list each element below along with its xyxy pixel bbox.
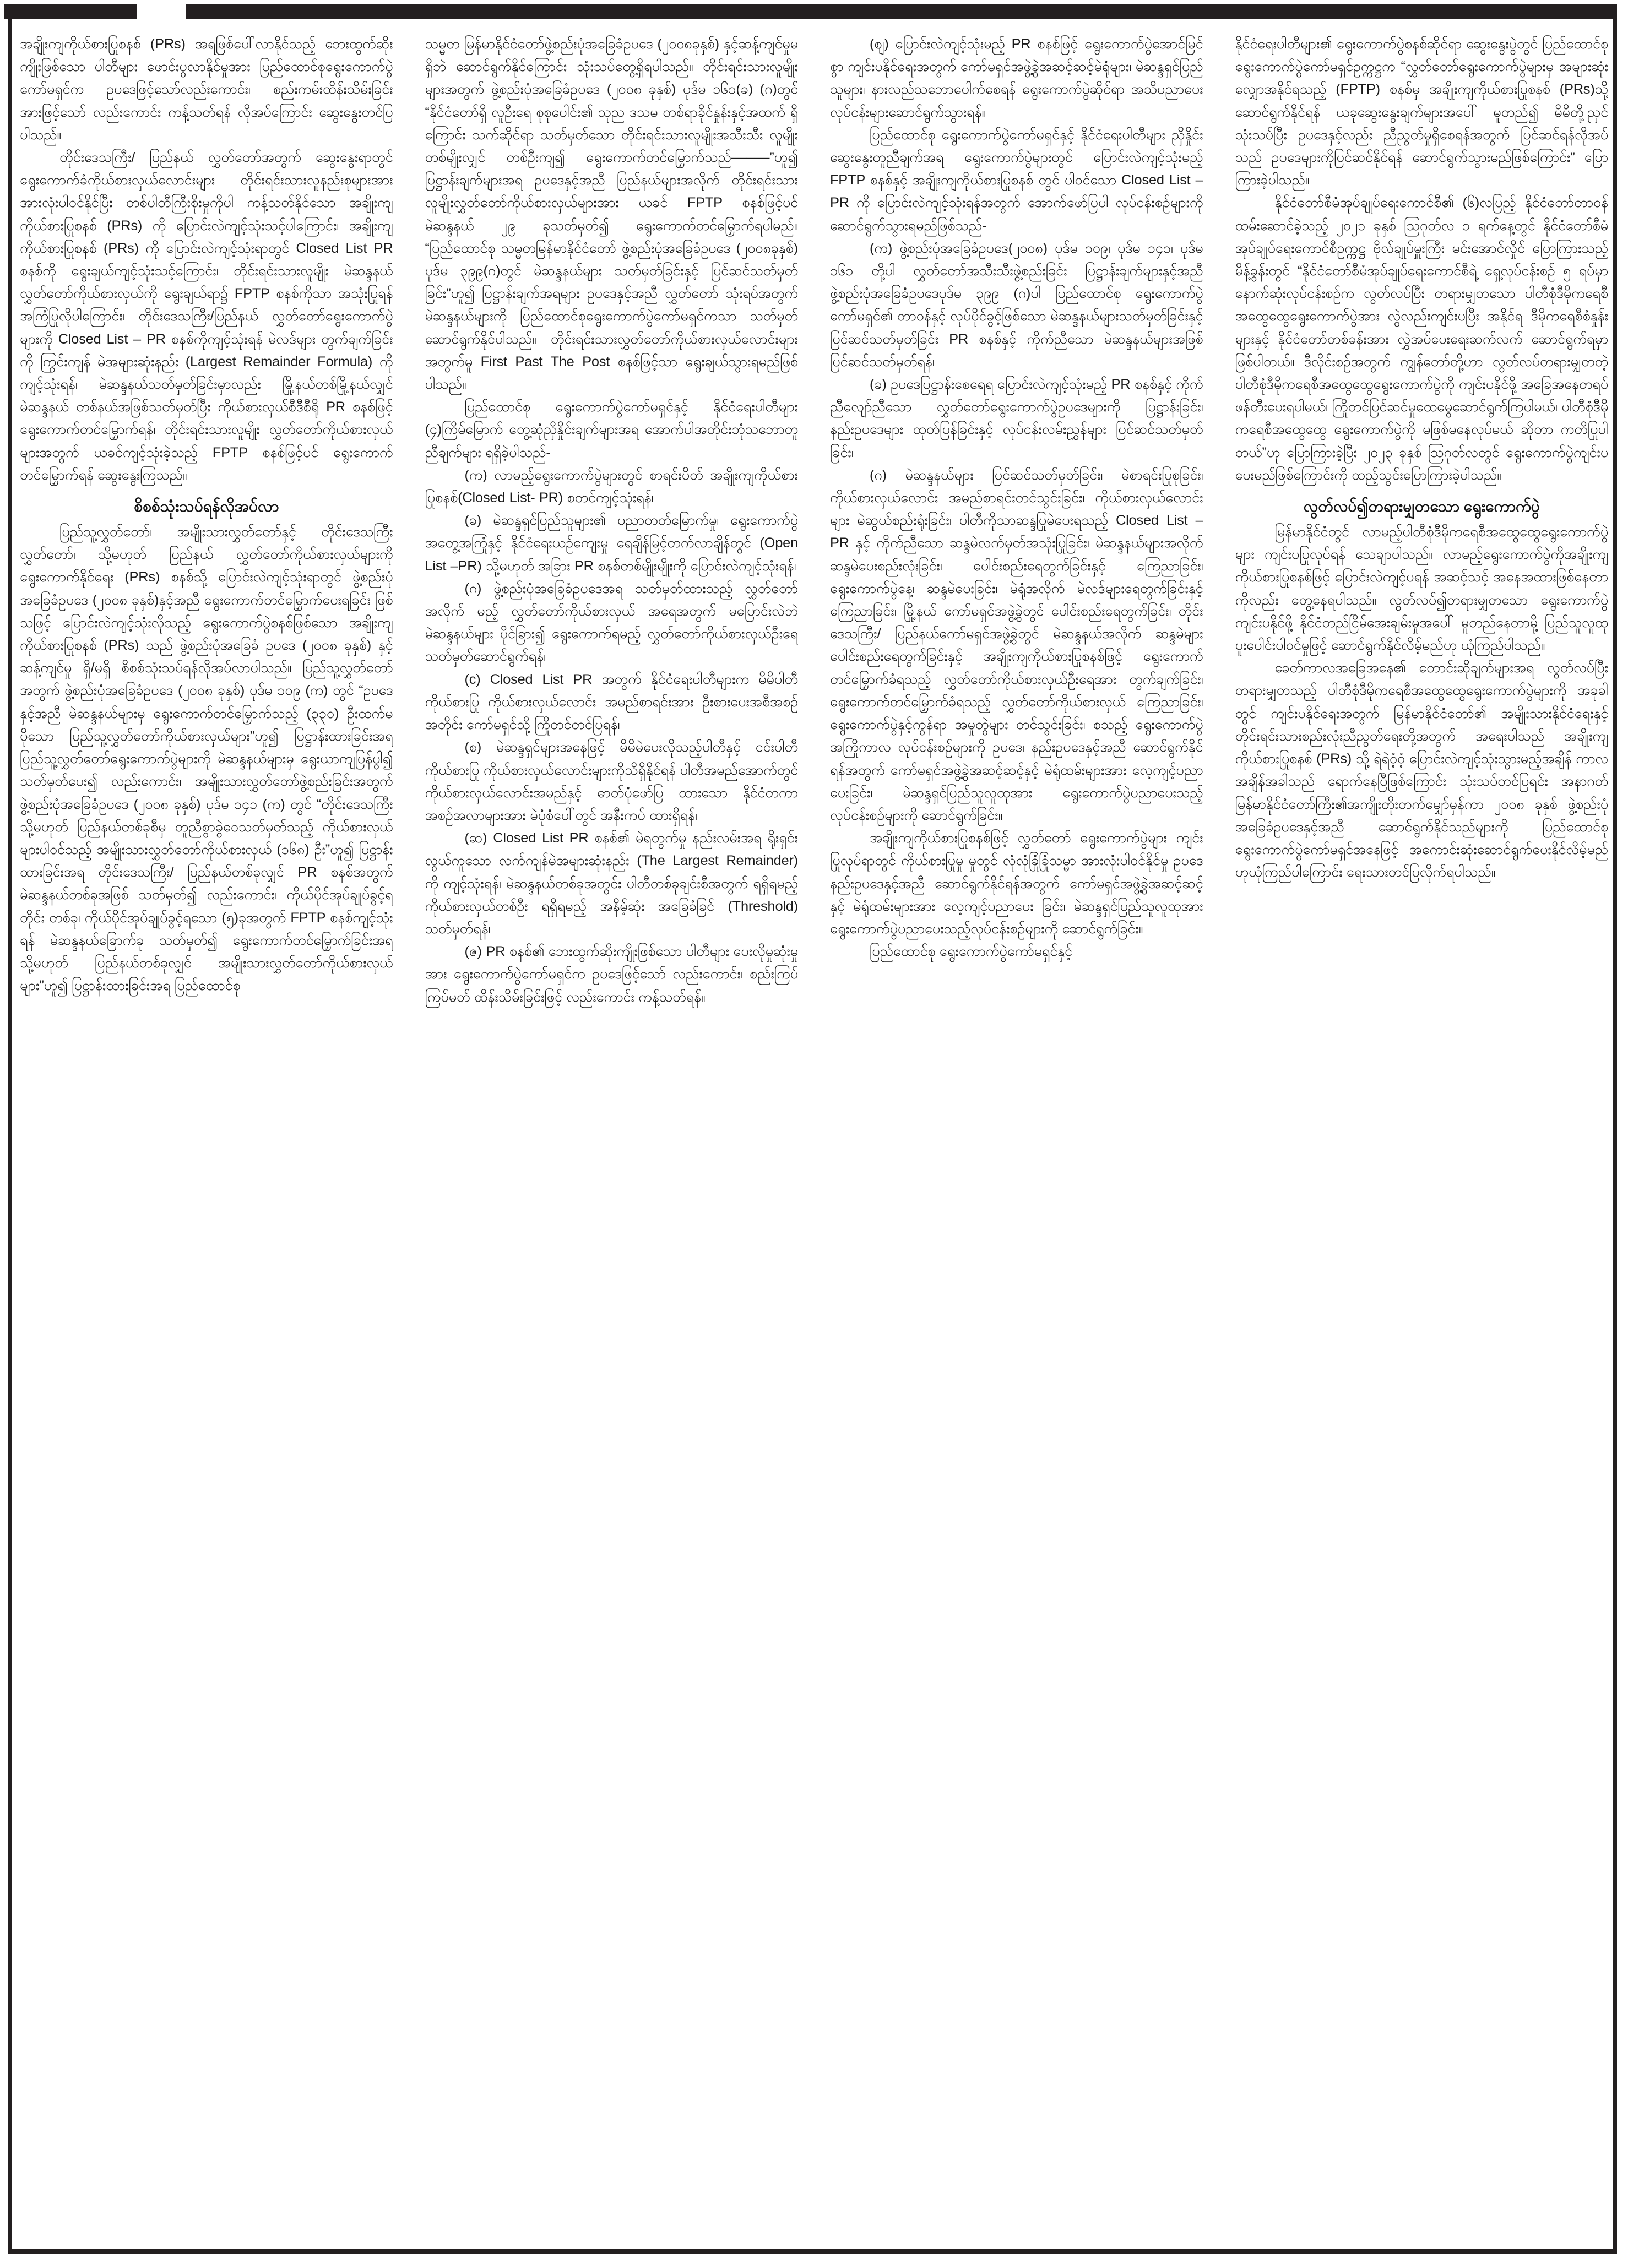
paragraph: ခေတ်ကာလအခြေအနေ၏ တောင်းဆိုချက်များအရ လွတ်လပ်ပြီးတရားမျှတသည့် ပါတီစုံဒီမိုကရေစီအထွေထွေရွေးကောက်ပွဲများကို အခုခါတွင် ကျင်းပနိုင်ရေးအတွက် မြန်မာနိုင်ငံတော်၏ အမျိုးသားနိုင်ငံရေးနှင့် တိုင်းရင်းသားစည်းလုံးညီညွတ်ရေးတို့အတွက် အရေးပါသည် အချိုးကျကိုယ်စားပြုစနစ် (PRs) သို့ ရဲရဲဝံ့ဝံ့ ပြောင်းလဲကျင့်သုံးသွားမည့်အချိန် ကာလအချိန်အခါသည် ရောက်နေပြီဖြစ်ကြောင်း သုံးသပ်တင်ပြရင်း အနာဂတ်မြန်မာနိုင်ငံတော်ကြီး၏အကျိုးတိုးတက်မျှော်မှန်ကာ ၂၀၀၈ ခုနှစ် ဖွဲ့စည်းပုံအခြေခံဥပဒေနှင့်အညီ ဆောင်ရွက်နိုင်သည်များကို ပြည်ထောင်စုရွေးကောက်ပွဲကော်မရှင်အနေဖြင့် အကောင်းဆုံးဆောင်ရွက်ပေးနိုင်လိမ့်မည်ဟုယုံကြည်ပါကြောင်း ရေးသားတင်ပြလိုက်ရပါသည်။	[1235, 660, 1608, 880]
list-item: (က) လာမည့်ရွေးကောက်ပွဲများတွင် စာရင်းပိတ် အချိုးကျကိုယ်စားပြုစနစ်(Closed List- PR) စတင်ကျင့်သုံးရန်၊	[425, 467, 798, 506]
list-item: (စျ) ပြောင်းလဲကျင့်သုံးမည့် PR စနစ်ဖြင့် ရွေးကောက်ပွဲအောင်မြင်စွာ ကျင်းပနိုင်ရေးအတွက် ကော်မရှင်အဖွဲ့ခွဲအဆင့်ဆင့်မဲရုံများ၊ မဲဆန္ဒရှင်ပြည်သူများ၊ နားလည်သဘောပေါက်စေရန် ရွေးကောက်ပွဲဆိုင်ရာ အသိပညာပေး လုပ်ငန်းများဆောင်ရွက်သွားရန်။	[830, 36, 1203, 120]
section-heading-1: စိစစ်သုံးသပ်ရန်လိုအပ်လာ	[134, 498, 279, 516]
paragraph: ပြည်ထောင်စု ရွေးကောက်ပွဲကော်မရှင်နှင့် နိုင်ငံရေးပါတီများ (၄)ကြိမ်မြောက် တွေ့ဆုံညှိနှိုင်းချက်များအရ အောက်ပါအတိုင်းဘုံသဘောတူညီချက်များ ရရှိခဲ့ပါသည်-	[425, 399, 798, 460]
list-item: (ဂ) ဖွဲ့စည်းပုံအခြေခံဥပဒေအရ သတ်မှတ်ထားသည့် လွှတ်တော်အလိုက် မည့် လွှတ်တော်ကိုယ်စားလှယ် အရေအတွက် မပြောင်းလဲဘဲ မဲဆန္ဒနယ်များ ပိုင်ခြား၍ ရွေးကောက်ရမည့် လွှတ်တော်ကိုယ်စားလှယ်ဦးရေ သတ်မှတ်ဆောင်ရွက်ရန်၊	[425, 580, 798, 665]
list-item: (ဇ) PR စနစ်၏ ဘေးထွက်ဆိုးကျိုးဖြစ်သော ပါတီများ ပေးလိုမှုဆုံးမှုအား ရွေးကောက်ပွဲကော်မရှင်က ဥပဒေဖြင့်သော် လည်းကောင်း၊ စည်းကြပ်ကြပ်မတ် ထိန်းသိမ်းခြင်းဖြင့် လည်းကောင်း ကန့်သတ်ရန်။	[425, 944, 798, 1005]
paragraph: သမ္မတ မြန်မာနိုင်ငံတော်ဖွဲ့စည်းပုံအခြေခံဥပဒေ (၂၀၀၈ခုနှစ်) နှင့်ဆန့်ကျင်မှုမရှိဘဲ ဆောင်ရွက်နိုင်ကြောင်း သုံးသပ်တွေ့ရှိရပါသည်။ တိုင်းရင်းသားလူမျိုးများအတွက် ဖွဲ့စည်းပုံအခြေခံဥပဒေ (၂၀၀၈ ခုနှစ်) ပုဒ်မ ၁၆၁(ခ) (ဂ)တွင် “နိုင်ငံတော်ရှိ လူဦးရေ စုစုပေါင်း၏ သုည ဒသမ တစ်ရာခိုင်နှုန်းနှင့်အထက် ရှိကြောင်း သက်ဆိုင်ရာ သတ်မှတ်သော တိုင်းရင်းသားလူမျိုးအသီးသီး လူမျိုးတစ်မျိုးလျှင် တစ်ဦးကျ၍ ရွေးကောက်တင်မြှောက်သည်–––––”ဟူ၍ ပြဋ္ဌာန်းချက်များအရ ဥပဒေနှင့်အညီ ပြည်နယ်များအလိုက် တိုင်းရင်းသား လူမျိုးလွှတ်တော်ကိုယ်စားလှယ်များအား ယခင် FPTP စနစ်ဖြင့်ပင် မဲဆန္ဒနယ် ၂၉ ခုသတ်မှတ်၍ ရွေးကောက်တင်မြှောက်ရပါမည်။ “ပြည်ထောင်စု သမ္မတမြန်မာနိုင်ငံတော် ဖွဲ့စည်းပုံအခြေခံဥပဒေ (၂၀၀၈ခုနှစ်) ပုဒ်မ ၃၉၉(ဂ)တွင် မဲဆန္ဒနယ်များ သတ်မှတ်ခြင်းနှင့် ပြင်ဆင်သတ်မှတ်ခြင်း”ဟူ၍ ပြဋ္ဌာန်းချက်အရများ ဥပဒေနှင့်အညီ လွှတ်တော် သုံးရပ်အတွက် မဲဆန္ဒနယ်များကို ပြည်ထောင်စုရွေးကောက်ပွဲကော်မရှင်ကသာ သတ်မှတ် ဆောင်ရွက်နိုင်ပါသည်။ တိုင်းရင်းသားလွှတ်တော်ကိုယ်စားလှယ်လောင်းများအတွက်မူ First Past The Post စနစ်ဖြင့်သာ ရွေးချယ်သွားရမည်ဖြစ်ပါသည်။	[425, 36, 798, 393]
section-heading-2: လွတ်လပ်၍တရားမျှတသော ရွေးကောက်ပွဲ	[1303, 498, 1540, 516]
article-columns	[20, 33, 1608, 2241]
article-column-3	[830, 33, 1203, 2241]
frame-top-bar	[186, 4, 1617, 19]
list-item: (ဆ) Closed List PR စနစ်၏ မဲရတွက်မှု နည်းလမ်းအရ ရိုးရှင်းလွယ်ကူသော လက်ကျန်မဲအများဆုံးနည်း (The Largest Remainder) ကို ကျင့်သုံးရန်၊ မဲဆန္ဒနယ်တစ်ခုအတွင်း ပါတီတစ်ခုချင်းစီအတွက် ရရှိရမည့် ကိုယ်စားလှယ်တစ်ဦး ရရှိရမည့် အနိမ့်ဆုံး အခြေခံခြင် (Threshold) သတ်မှတ်ရန်၊	[425, 830, 798, 937]
article-column-2	[425, 33, 799, 2241]
paragraph: ပြည်ထောင်စု ရွေးကောက်ပွဲကော်မရှင်နှင့်	[870, 944, 1072, 960]
paragraph: အချိုးကျကိုယ်စားပြုစနစ် (PRs) အရဖြစ်ပေါ်လာနိုင်သည့် ဘေးထွက်ဆိုးကျိုးဖြစ်သော ပါတီများ ဖောင်းပွလာနိုင်မှုအား ပြည်ထောင်စုရွေးကောက်ပွဲကော်မရှင်က ဥပဒေဖြင့်သော်လည်းကောင်း၊ စည်းကမ်းထိန်းသိမ်းခြင်းအားဖြင့်သော် လည်းကောင်း ကန့်သတ်ရန် လိုအပ်ကြောင်း ဆွေးနွေးတင်ပြပါသည်။	[20, 36, 393, 143]
list-item: (c) Closed List PR အတွက် နိုင်ငံရေးပါတီများက မိမိပါတီကိုယ်စားပြု ကိုယ်စားလှယ်လောင်း အမည်စာရင်းအား ဦးစားပေးအစီအစဉ်အတိုင်း ကော်မရှင်သို့ ကြိုတင်တင်ပြရန်၊	[425, 671, 798, 733]
frame-border-bottom	[8, 2249, 1617, 2254]
list-item: (စ) မဲဆန္ဒရှင်များအနေဖြင့် မိမိမဲပေးလိုသည့်ပါတီနှင့် ငင်းပါတီကိုယ်စားပြု ကိုယ်စားလှယ်လောင်းများကိုသိရှိနိုင်ရန် ပါတီအမည်အောက်တွင် ကိုယ်စားလှယ်လောင်းအမည်နှင့် ဓာတ်ပုံဖော်ပြ ထားသော နိုင်ငံတကာအစဉ်အလာများအား မဲပုံစံပေါ်တွင် အနီးကပ် ထားရှိရန်၊	[425, 739, 798, 823]
paragraph: အချိုးကျကိုယ်စားပြုစနစ်ဖြင့် လွှတ်တော် ရွေးကောက်ပွဲများ ကျင်းပြုလုပ်ရာတွင် ကိုယ်စားပြုမှု မှုတွင် လုံလုံခြုံခြုံသမ္မာ အားလုံးပါဝင်နိုင်မှု ဥပဒေ နည်းဥပဒေနှင့်အညီ ဆောင်ရွက်နိုင်ရန်အတွက် ကော်မရှင်အဖွဲ့ခွဲအဆင့်ဆင့်နှင့် မဲရုံထမ်းများအား လေ့ကျင့်ပညာပေး ခြင်း၊ မဲဆန္ဒရှင်ပြည်သူလူထုအား ရွေးကောက်ပွဲပညာပေးသည့်လုပ်ငန်းစဉ်များကို ဆောင်ရွက်ခြင်း။	[830, 830, 1203, 937]
list-item: (ခ) ဥပဒေပြဋ္ဌာန်းစေရေရ ပြောင်းလဲကျင့်သုံးမည့် PR စနစ်နှင့် ကိုက်ညီလျော်ညီသော လွှတ်တော်ရွေးကောက်ပွဲဥပဒေများကို ပြဋ္ဌာန်းခြင်း၊ နည်းဥပဒေများ ထုတ်ပြန်ခြင်းနှင့် လုပ်ငန်းလမ်းညွှန်များ ပြင်ဆင်သတ်မှတ်ခြင်း၊	[830, 377, 1203, 460]
paragraph: မြန်မာနိုင်ငံတွင် လာမည့်ပါတီစုံဒီမိုကရေစီအထွေထွေရွေးကောက်ပွဲများ ကျင်းပပြုလုပ်ရန် သေချာပါသည်။ လာမည့်ရွေးကောက်ပွဲကိုအချိုးကျကိုယ်စားပြုစနစ်ဖြင့် ပြောင်းလဲကျင့်ပရန် အဆင့်သင့် အနေအထားဖြစ်နေတာကိုလည်း တွေ့နေရပါသည်။ လွတ်လပ်၍တရားမျှတသော ရွေးကောက်ပွဲ ကျင်းပနိုင်ဖို့ နိုင်ငံတည်ငြိမ်အေးချမ်းမှုအပေါ် မူတည်နေတာမို့ ပြည်သူလူထု ပူးပေါင်းပါဝင်မှုဖြင့် ဆောင်ရွက်နိုင်လိမ့်မည်ဟု ယုံကြည်ပါသည်။	[1235, 524, 1608, 654]
frame-corner-bar-left	[4, 4, 137, 19]
list-item: (ခ) မဲဆန္ဒရှင်ပြည်သူများ၏ ပညာတတ်မြောက်မှု၊ ရွေးကောက်ပွဲအတွေ့အကြုံနှင့် နိုင်ငံရေးယဉ်ကျေးမှု ရေချိန်မြင့်တက်လာချိန်တွင် (Open List –PR) သို့မဟုတ် အခြား PR စနစ်တစ်မျိုးမျိုးကို ပြောင်းလဲကျင့်သုံးရန်၊	[425, 513, 798, 574]
paragraph: ပြည်သူ့လွှတ်တော်၊ အမျိုးသားလွှတ်တော်နှင့် တိုင်းဒေသကြီးလွှတ်တော်၊ သို့မဟုတ် ပြည်နယ် လွှတ်တော်ကိုယ်စားလှယ်များကို ရွေးကောက်နိုင်ရေး (PRs) စနစ်သို့ ပြောင်းလဲကျင့်သုံးရာတွင် ဖွဲ့စည်းပုံအခြေခံဥပဒေ (၂၀၀၈ ခုနှစ်)နှင့်အညီ ရွေးကောက်တင်မြှောက်ပေးရခြင်း ဖြစ်သဖြင့် ပြောင်းလဲကျင့်သုံးလိုသည့် ရွေးကောက်ပွဲစနစ်ဖြစ်သော အချိုးကျကိုယ်စားပြုစနစ် (PRs) သည် ဖွဲ့စည်းပုံအခြေခံ ဥပဒေ (၂၀၀၈ ခုနှစ်) နှင့်ဆန့်ကျင်မှု ရှိ/မရှိ စိစစ်သုံးသပ်ရန်လိုအပ်လာပါသည်။ ပြည်သူ့လွှတ်တော်အတွက် ဖွဲ့စည်းပုံအခြေခံဥပဒေ (၂၀၀၈ ခုနှစ်) ပုဒ်မ ၁၀၉ (က) တွင် “ဥပဒေနှင့်အညီ မဲဆန္ဒနယ်များမှ ရွေးကောက်တင်မြှောက်သည့် (၃၃၀) ဦးထက်မပိုသော ပြည်သူ့လွှတ်တော်ကိုယ်စားလှယ်များ”ဟူ၍ ပြဋ္ဌာန်းထားခြင်းအရ ပြည်သူ့လွှတ်တော်ရွေးကောက်ပွဲများကို မဲဆန္ဒနယ်များမှ ရွေးယာကျပြန်ပွါ၍ သတ်မှတ်ပေး၍ လည်းကောင်း၊ အမျိုးသားလွှတ်တော်ဖွဲ့စည်းခြင်းအတွက် ဖွဲ့စည်းပုံအခြေခံဥပဒေ (၂၀၀၈ ခုနှစ်) ပုဒ်မ ၁၄၁ (က) တွင် “တိုင်းဒေသကြီး သို့မဟုတ် ပြည်နယ်တစ်ခုစီမှ တူညီစွာခွဲဝေသတ်မှတ်သည့် ကိုယ်စားလှယ်များပါဝင်သည့် အမျိုးသားလွှတ်တော်ကိုယ်စားလှယ် (၁၆၈) ဦး”ဟူ၍ ပြဋ္ဌာန်းထားခြင်းအရ တိုင်းဒေသကြီး/ ပြည်နယ်တစ်ခုလျှင် PR စနစ်အတွက် မဲဆန္ဒနယ်တစ်ခုအဖြစ် သတ်မှတ်၍ လည်းကောင်း၊ ကိုယ်ပိုင်အုပ်ချုပ်ခွင့်ရတိုင်း တစ်ခု၊ ကိုယ်ပိုင်အုပ်ချုပ်ခွင့်ရသော (၅)ခုအတွက် FPTP စနစ်ကျင့်သုံးရန် မဲဆန္ဒနယ်ခြောက်ခု သတ်မှတ်၍ ရွေးကောက်တင်မြှောက်ခြင်းအရ သို့မဟုတ် ပြည်နယ်တစ်ခုလျှင် အမျိုးသားလွှတ်တော်ကိုယ်စားလှယ်များ”ဟူ၍ ပြဋ္ဌာန်းထားခြင်းအရ ပြည်ထောင်စု	[20, 524, 393, 994]
list-item: (က) ဖွဲ့စည်းပုံအခြေခံဥပဒေ(၂၀၀၈) ပုဒ်မ ၁၀၉၊ ပုဒ်မ ၁၄၁၊ ပုဒ်မ ၁၆၁ တို့ပါ လွှတ်တော်အသီးသီးဖွဲ့စည်းခြင်း ပြဋ္ဌာန်းချက်များနှင့်အညီ ဖွဲ့စည်းပုံအခြေခံဥပဒေပုဒ်မ ၃၉၉ (ဂ)ပါ ပြည်ထောင်စု ရွေးကောက်ပွဲကော်မရှင်၏ တာဝန်နှင့် လုပ်ပိုင်ခွင့်ဖြစ်သော မဲဆန္ဒနယ်များသတ်မှတ်ခြင်းနှင့် ပြင်ဆင်သတ်မှတ်ခြင်း PR စနစ်နှင့် ကိုက်ညီသော မဲဆန္ဒနယ်များအဖြစ် ပြင်ဆင်သတ်မှတ်ရန်၊	[830, 240, 1203, 369]
paragraph: နိုင်ငံတော်စီမံအုပ်ချုပ်ရေးကောင်စီ၏ (၆)လပြည့် နိုင်ငံတော်တာဝန်ထမ်းဆောင်ခဲ့သည့် ၂၀၂၁ ခုနှစ် ဩဂုတ်လ ၁ ရက်နေ့တွင် နိုင်ငံတော်စီမံ အုပ်ချုပ်ရေးကောင်စီဥက္ကဋ္ဌ ဗိုလ်ချုပ်မှူးကြီး မင်းအောင်လှိုင် ပြောကြားသည့်မိန့်ခွန်းတွင် “နိုင်ငံတော်စီမံအုပ်ချုပ်ရေးကောင်စီရဲ့ ရှေ့လုပ်ငန်းစဉ် ၅ ရပ်မှာ နောက်ဆုံးလုပ်ငန်းစဉ်က လွတ်လပ်ပြီး တရားမျှတသော ပါတီစုံဒီမိုကရေစီအထွေထွေရွေးကောက်ပွဲအား လွဲလည်းကျင်းပပြီး အနိုင်ရ ဒီမိုကရေစီစံနှုန်းများနှင့် နိုင်ငံတော်တစ်ခန်းအား လွှဲအပ်ပေးရေးဆက်လက် ဆောင်ရွက်ရမှာဖြစ်ပါတယ်။ ဒီလိုင်းစဉ်အတွက် ကျွန်တော်တို့ဟာ လွတ်လပ်တရားမျှတတဲ့ ပါတီစုံဒီမိုကရေစီအထွေထွေရွေးကောက်ပွဲကို ကျင်းပနိုင်ဖို့ အခြေအနေတရပ် ဖန်တီးပေးရပါမယ်၊ ကြိုတင်ပြင်ဆင်မှုထေမွေဆောင်ရွက်ကြပါမယ်၊ ပါတီစုံဒီမိုကရေစီအထွေထွေ ရွေးကောက်ပွဲကို မဖြစ်မနေလုပ်မယ် ဆိုတာ ကတိပြုပါတယ်”ဟု ပြောကြားခဲ့ပြီး ၂၀၂၃ ခုနှစ် ဩဂုတ်လတွင် ရွေးကောက်ပွဲကျင်းပပေးမည်ဖြစ်ကြောင်းကို ထည့်သွင်းပြောကြားခဲ့ပါသည်။	[1235, 195, 1608, 483]
article-column-1	[20, 33, 393, 2241]
paragraph: နိုင်ငံရေးပါတီများ၏ ရွေးကောက်ပွဲစနစ်ဆိုင်ရာ ဆွေးနွေးပွဲတွင် ပြည်ထောင်စုရွေးကောက်ပွဲကော်မရှင်ဥက္ကဋ္ဌက “လွှတ်တော်ရွေးကောက်ပွဲများမှ အများဆုံးလျှောအနိုင်ရသည့် (FPTP) စနစ်မှ အချိုးကျကိုယ်စားပြုစနစ် (PRs)သို့ ဆောင်ရွက်နိုင်ရန် ယခုဆွေးနွေးချက်များအပေါ် မူတည်၍ မိမိတို့ညှင်သုံးသပ်ပြီး ဥပဒေနှင့်လည်း ညီညွတ်မှုရှိစေရန်အတွက် ပြင်ဆင်ရန်လိုအပ်သည် ဥပဒေများကိုပြင်ဆင်နိုင်ရန် ဆောင်ရွက်သွားမည်ဖြစ်ကြောင်း” ပြောကြားခဲ့ပါသည်။	[1235, 36, 1608, 188]
frame-border-left	[8, 12, 12, 2253]
paragraph: ပြည်ထောင်စု ရွေးကောက်ပွဲကော်မရှင်နှင့် နိုင်ငံရေးပါတီများ ညှိနှိုင်းဆွေးနွေးတူညီချက်အရ ရွေးကောက်ပွဲများတွင် ပြောင်းလဲကျင့်သုံးမည့် FPTP စနစ်နှင့် အချိုးကျကိုယ်စားပြုစနစ် တွင် ပါဝင်သော Closed List – PR ကို ပြောင်းလဲကျင့်သုံးရန်အတွက် အောက်ဖော်ပြပါ လုပ်ငန်းစဉ်များကို ဆောင်ရွက်သွားရမည်ဖြစ်သည်-	[830, 127, 1203, 233]
frame-border-right	[1613, 12, 1617, 2253]
list-item: (ဂ) မဲဆန္ဒနယ်များ ပြင်ဆင်သတ်မှတ်ခြင်း၊ မဲစာရင်းပြုစုခြင်း၊ ကိုယ်စားလှယ်လောင်း အမည်စာရင်းတင်သွင်းခြင်း၊ ကိုယ်စားလှယ်လောင်းများ မဲဆွယ်စည်းရုံးခြင်း၊ ပါတီကိုသာဆန္ဒပြုမဲပေးရသည့် Closed List – PR နှင့် ကိုက်ညီသော ဆန္ဒမဲလက်မှတ်အသုံးပြုခြင်း၊ မဲဆန္ဒနယ်များအလိုက် ဆန္ဒမဲပေးစည်းလုံးခြင်း၊ ပေါင်းစည်းရေတွက်ခြင်းနှင့် ကြေညာခြင်း၊ ရွေးကောက်ပွဲနေ့၊ ဆန္ဒမဲပေးခြင်း၊ မဲရုံအလိုက် မဲလဒ်များရေတွက်ခြင်းနှင့် ကြေညာခြင်း၊ မြို့နယ် ကော်မရှင်အဖွဲ့ခွဲတွင် ပေါင်းစည်းရေတွက်ခြင်း၊ တိုင်းဒေသကြီး/ ပြည်နယ်ကော်မရှင်အဖွဲ့ခွဲတွင် မဲဆန္ဒနယ်အလိုက် ဆန္ဒမဲများပေါင်းစည်းရေတွက်ခြင်းနှင့် အချိုးကျကိုယ်စားပြုစနစ်ဖြင့် ရွေးကောက်တင်မြှောက်ခံရသည့် လွှတ်တော်ကိုယ်စားလှယ်ဦးရေအား တွက်ချက်ခြင်း၊ ရွေးကောက်တင်မြှောက်ခံရသည့် လွှတ်တော်ကိုယ်စားလှယ် ကြေညာခြင်း၊ ရွေးကောက်ပွဲနှင့်ကွန်ရာ အမှုတွဲများ တင်သွင်းခြင်း၊ စသည့် ရွေးကောက်ပွဲအကြိုကာလ လုပ်ငန်းစဉ်များကို ဥပဒေ၊ နည်းဥပဒေနှင့်အညီ ဆောင်ရွက်နိုင်ရန်အတွက် ကော်မရှင်အဖွဲ့ခွဲအဆင့်ဆင့်နှင့် မဲရုံထမ်းများအား လေ့ကျင့်ပညာပေးခြင်း၊ မဲဆန္ဒရှင်ပြည်သူလူထုအား ရွေးကောက်ပွဲပညာပေးသည့်လုပ်ငန်းစဉ်များကို ဆောင်ရွက်ခြင်း။	[830, 467, 1203, 823]
paragraph: တိုင်းဒေသကြီး/ ပြည်နယ် လွှတ်တော်အတွက် ဆွေးနွေးရာတွင် ရွေးကောက်ခံကိုယ်စားလှယ်လောင်းများ တိုင်းရင်းသားလူနည်းစုများအား အားလုံးပါဝင်နိုင်ပြီး တစ်ပါတီကြီးစိုးမှုကိုပါ ကန့်သတ်နိုင်သော အချိုးကျကိုယ်စားပြုစနစ် (PRs) ကို ပြောင်းလဲကျင့်သုံးသင့်ပါကြောင်း၊ အချိုးကျကိုယ်စားပြုစနစ် (PRs) ကို ပြောင်းလဲကျင့်သုံးရာတွင် Closed List PR စနစ်ကို ရွေးချယ်ကျင့်သုံးသင့်ကြောင်း၊ တိုင်းရင်းသားလူမျိုး မဲဆန္ဒနယ် လွှတ်တော်ကိုယ်စားလှယ်ကို ရွေးချယ်ရာ၌ FPTP စနစ်ကိုသာ အသုံးပြုရန် အကြံပြုလိုပါကြောင်း၊ တိုင်းဒေသကြီး/ပြည်နယ် လွှတ်တော်ရွေးကောက်ပွဲများကို Closed List – PR စနစ်ကိုကျင့်သုံးရန် မဲလဒ်များ တွက်ချက်ခြင်းကို ကြွင်းကျန် မဲအများဆုံးနည်း (Largest Remainder Formula) ကိုကျင့်သုံးရန်၊ မဲဆန္ဒနယ်သတ်မှတ်ခြင်းမှာလည်း မြို့နယ်တစ်မြို့နယ်လျှင် မဲဆန္ဒနယ် တစ်နယ်အဖြစ်သတ်မှတ်ပြီး ကိုယ်စားလှယ်စီဒီစီရို PR စနစ်ဖြင့် ရွေးကောက်တင်မြှောက်ရန်၊ တိုင်းရင်းသားလူမျိုး လွှတ်တော်ကိုယ်စားလှယ်များအတွက် ယခင်ကျင့်သုံးခဲ့သည့် FPTP စနစ်ဖြင့်ပင် ရွေးကောက်တင်မြှောက်ရန် ဆွေးနွေးကြသည်။	[20, 150, 393, 483]
article-column-4	[1235, 33, 1609, 2241]
